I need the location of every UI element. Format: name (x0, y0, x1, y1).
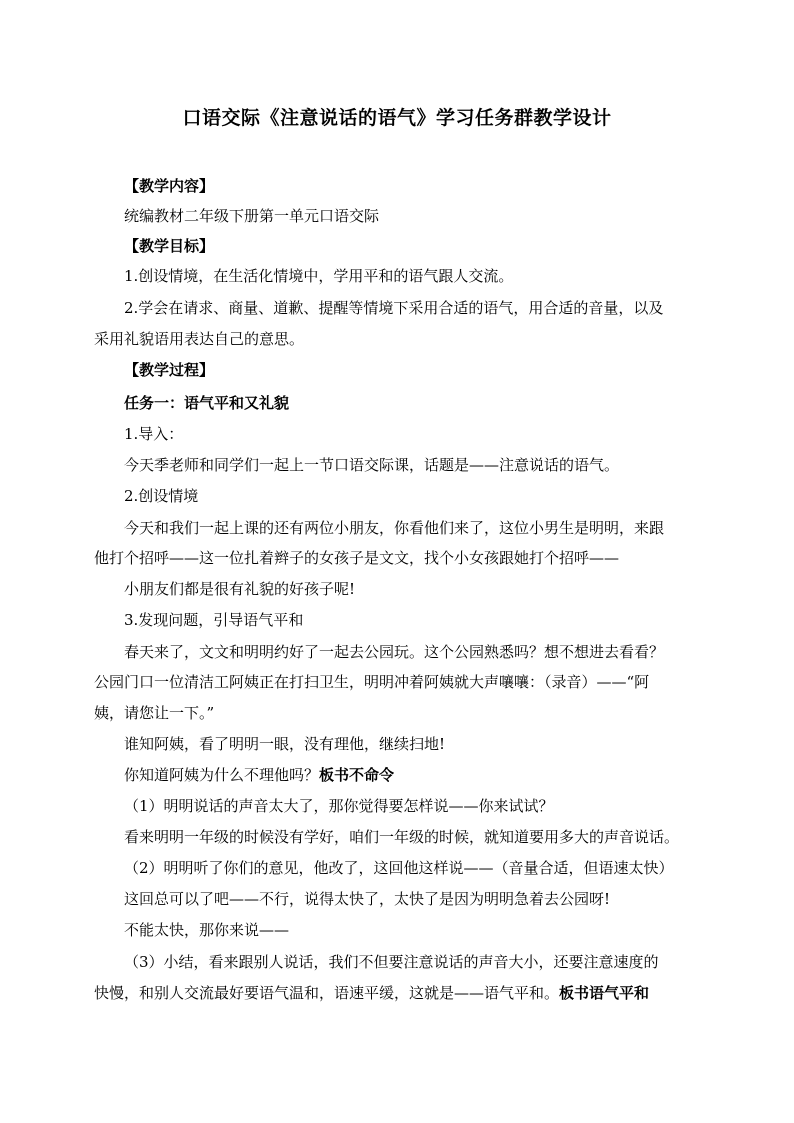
step-2-label: 2.创设情境 (124, 487, 199, 505)
task-1-heading: 任务一：语气平和又礼貌 (124, 394, 290, 412)
summary-text: 快慢，和别人交流最好要语气温和，语速平缓，这就是——语气平和。 (94, 984, 560, 1002)
board-note-no-command: 板书不命令 (319, 766, 395, 784)
document-title: 口语交际《注意说话的语气》学习任务群教学设计 (182, 107, 612, 129)
step-3-paragraph-1-line-3: 姨，请您让一下。” (94, 704, 215, 722)
step-3-paragraph-1-line-1: 春天来了，文文和明明约好了一起去公园玩。这个公园熟悉吗？想不想进去看看？ (124, 643, 665, 661)
question-1-follow: 看来明明一年级的时候没有学好，咱们一年级的时候，就知道要用多大的声音说话。 (124, 828, 680, 846)
question-3-line-1: （3）小结，看来跟别人说话，我们不但要注意说话的声音大小，还要注意速度的 (124, 953, 659, 971)
goal-2-line-1: 2.学会在请求、商量、道歉、提醒等情境下采用合适的语气，用合适的音量，以及 (124, 299, 664, 317)
step-1-text: 今天季老师和同学们一起上一节口语交际课，话题是——注意说话的语气。 (124, 456, 620, 474)
question-3-line-2 (94, 983, 649, 1003)
step-3-paragraph-1-line-2: 公园门口一位清洁工阿姨正在打扫卫生，明明冲着阿姨就大声嚷嚷：（录音）——“阿 (94, 673, 650, 691)
step-3-paragraph-2: 谁知阿姨，看了明明一眼，没有理他，继续扫地! (124, 735, 446, 753)
question-2-follow-1: 这回总可以了吧——不行，说得太快了，太快了是因为明明急着去公园呀! (124, 890, 611, 908)
question-2: （2）明明听了你们的意见，他改了，这回他这样说——（音量合适，但语速太快） (124, 859, 674, 877)
section-heading-goals: 【教学目标】 (124, 237, 215, 255)
question-text: 你知道阿姨为什么不理他吗？ (124, 766, 320, 784)
section-heading-process: 【教学过程】 (124, 361, 215, 379)
step-2-paragraph-1-line-2: 他打个招呼——这一位扎着辫子的女孩子是文文，找个小女孩跟她打个招呼—— (94, 549, 620, 567)
content-text: 统编教材二年级下册第一单元口语交际 (124, 207, 380, 225)
step-3-label: 3.发现问题，引导语气平和 (124, 611, 304, 629)
goal-1: 1.创设情境，在生活化情境中，学用平和的语气跟人交流。 (124, 267, 514, 285)
question-1: （1）明明说话的声音太大了，那你觉得要怎样说——你来试试？ (124, 797, 554, 815)
step-2-paragraph-2: 小朋友们都是很有礼貌的好孩子呢! (124, 580, 356, 598)
step-2-paragraph-1-line-1: 今天和我们一起上课的还有两位小朋友，你看他们来了，这位小男生是明明，来跟 (124, 519, 665, 537)
question-2-follow-2: 不能太快，那你来说—— (124, 921, 290, 939)
board-note-calm-tone: 板书语气平和 (559, 984, 650, 1002)
section-heading-content: 【教学内容】 (124, 177, 215, 195)
goal-2-line-2: 采用礼貌语用表达自己的意思。 (94, 330, 305, 348)
step-3-paragraph-3 (124, 765, 394, 785)
step-1-label: 1.导入： (124, 425, 184, 443)
